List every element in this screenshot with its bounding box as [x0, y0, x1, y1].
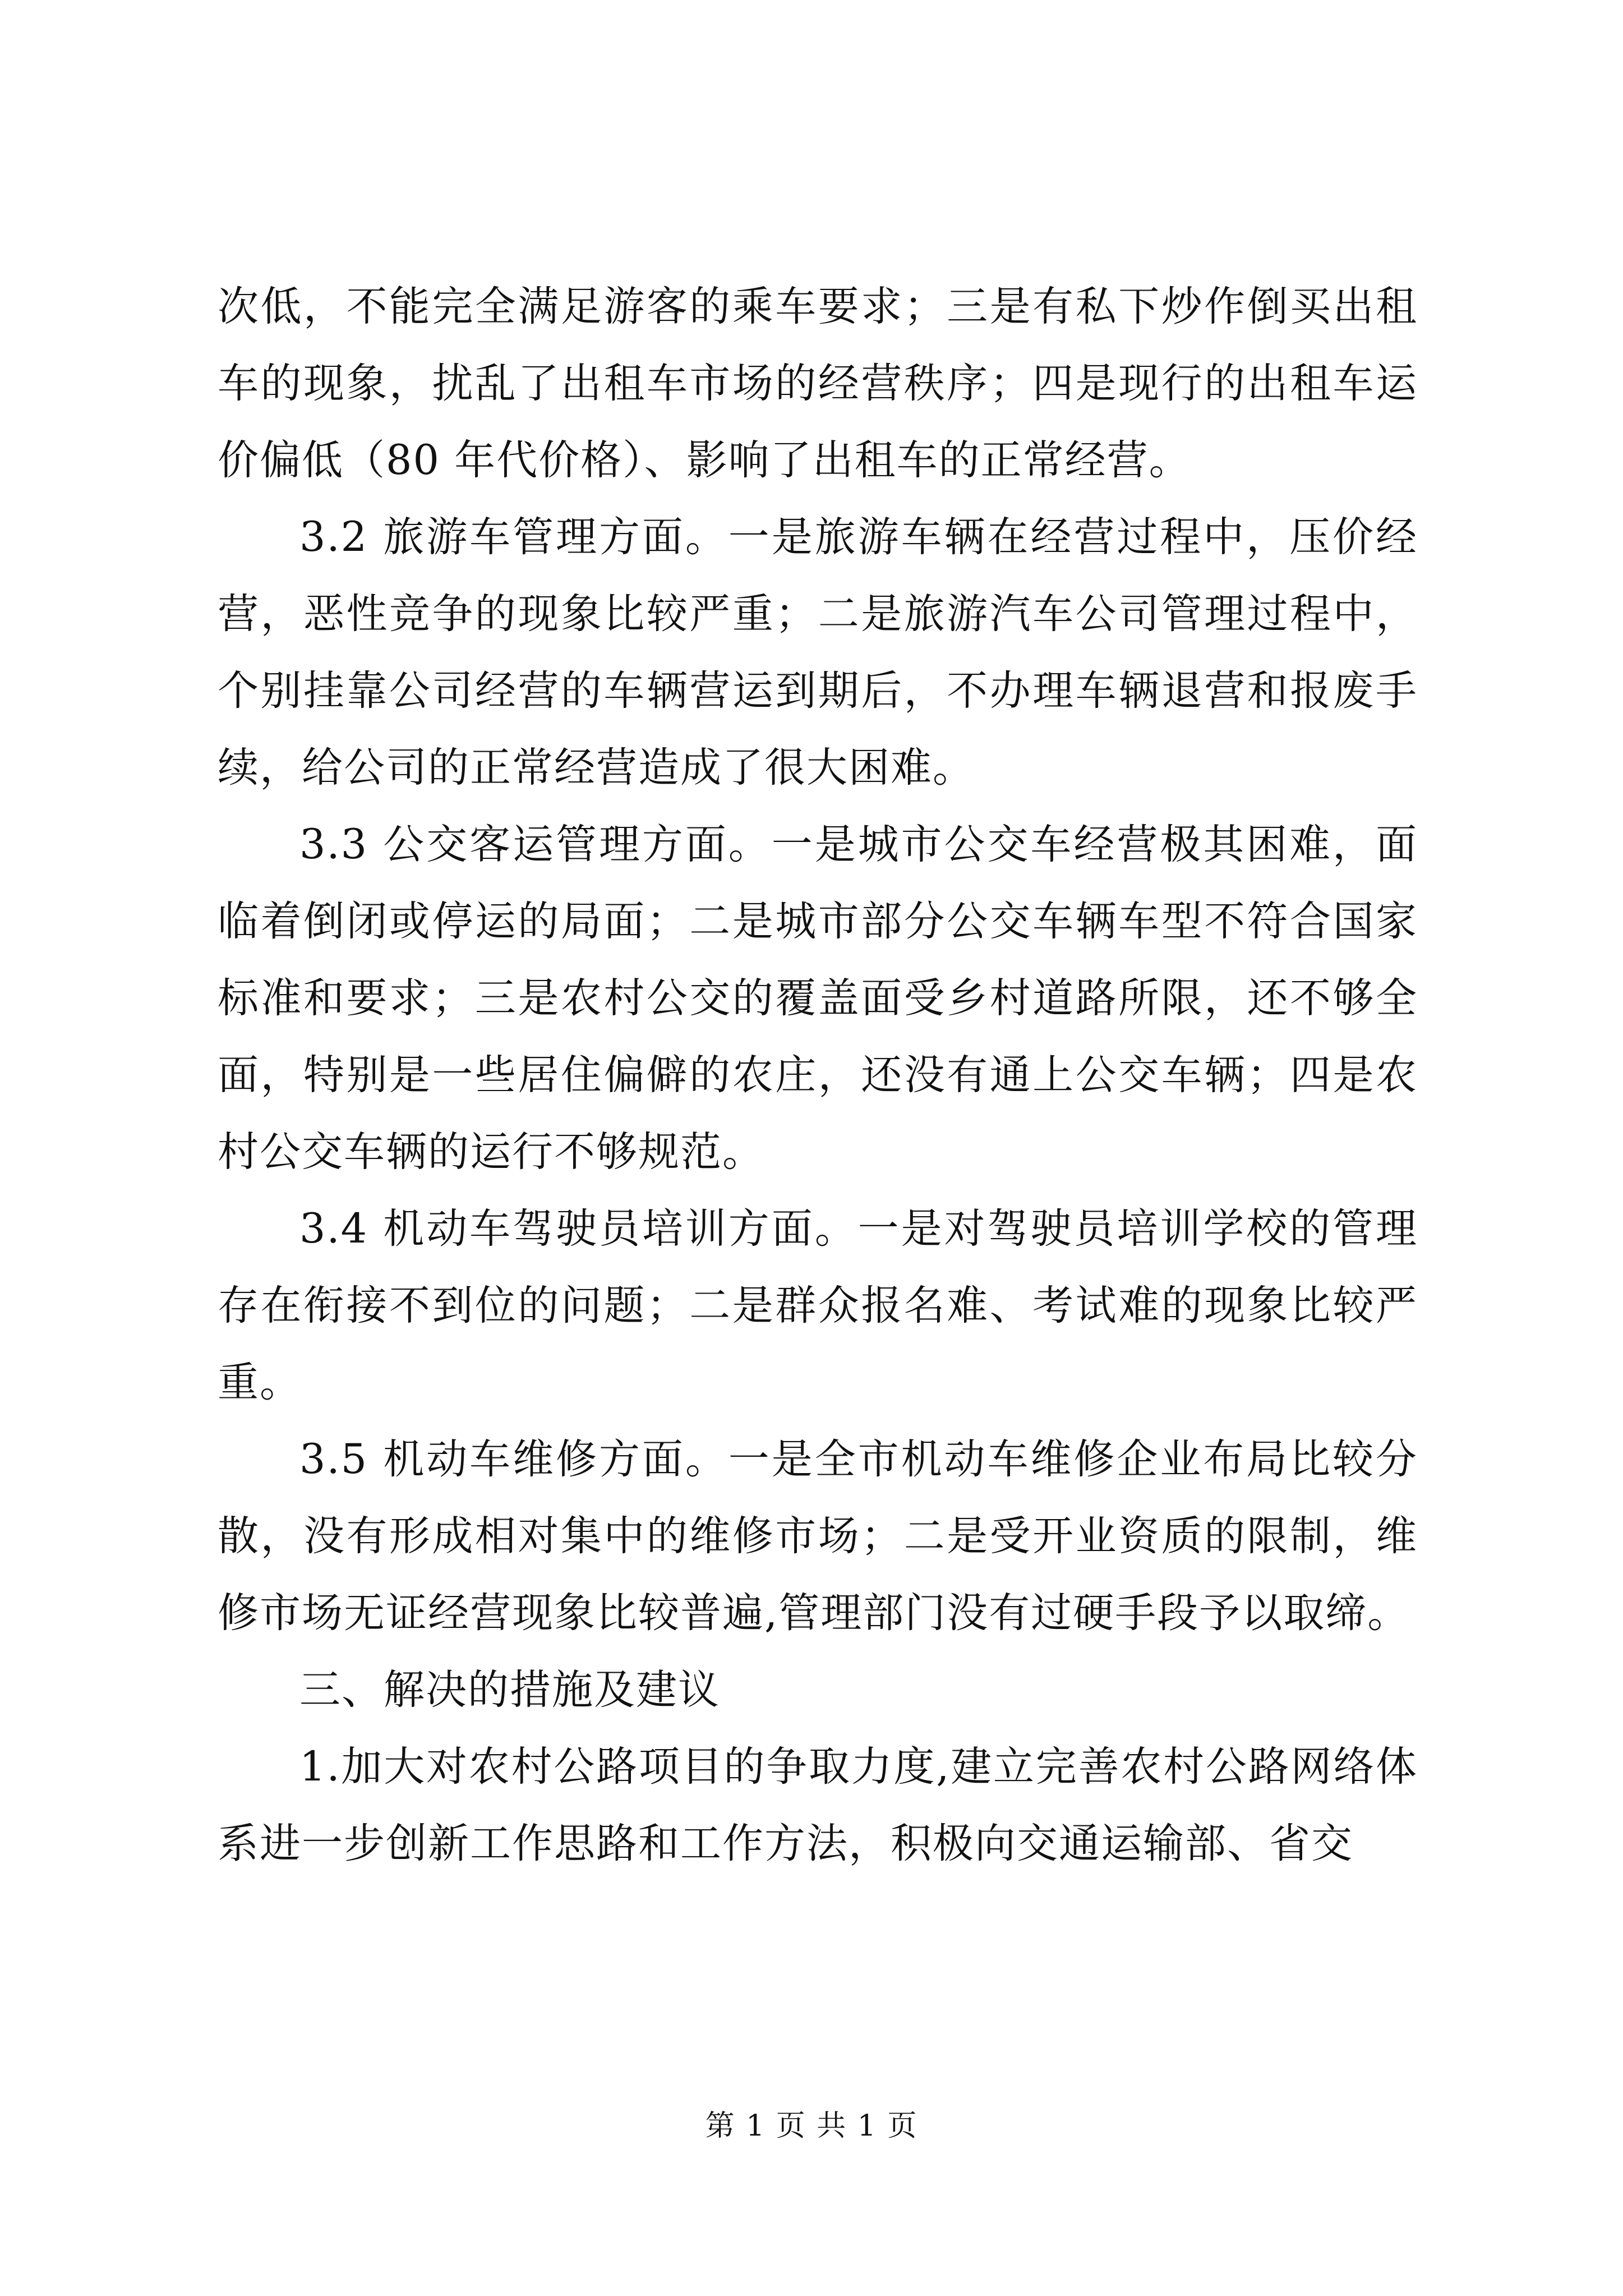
- section-heading-measures: 三、解决的措施及建议: [299, 1666, 720, 1714]
- paragraph-3-4-driver-training: 3.4 机动车驾驶员培训方面。一是对驾驶员培训学校的管理存在衔接不到位的问题；二是群众报名难、考试难的现象比较严重。: [218, 1205, 1418, 1406]
- page-footer: 第 1 页 共 1 页: [705, 2109, 918, 2143]
- paragraph-continued: 次低，不能完全满足游客的乘车要求；三是有私下炒作倒买出租车的现象，扰乱了出租车市场的经营秩序；四是现行的出租车运价偏低（80 年代价格）、影响了出租车的正常经营。: [218, 283, 1418, 484]
- paragraph-3-2-tourist-vehicles: 3.2 旅游车管理方面。一是旅游车辆在经营过程中，压价经营，恶性竞争的现象比较严重；二是旅游汽车公司管理过程中，个别挂靠公司经营的车辆营运到期后，不办理车辆退营和报废手续，给公司的正常经营造成了很大困难。: [218, 513, 1418, 792]
- paragraph-3-5-vehicle-repair: 3.5 机动车维修方面。一是全市机动车维修企业布局比较分散，没有形成相对集中的维修市场；二是受开业资质的限制，维修市场无证经营现象比较普遍,管理部门没有过硬手段予以取缔。: [218, 1435, 1418, 1637]
- document-body: [218, 268, 1418, 1882]
- paragraph-1-rural-roads: 1.加大对农村公路项目的争取力度,建立完善农村公路网络体系进一步创新工作思路和工作方法，积极向交通运输部、省交: [218, 1743, 1418, 1867]
- paragraph-3-3-public-transit: 3.3 公交客运管理方面。一是城市公交车经营极其困难，面临着倒闭或停运的局面；二是城市部分公交车辆车型不符合国家标准和要求；三是农村公交的覆盖面受乡村道路所限，还不够全面，特别是一些居住偏僻的农庄，还没有通上公交车辆；四是农村公交车辆的运行不够规范。: [218, 821, 1418, 1176]
